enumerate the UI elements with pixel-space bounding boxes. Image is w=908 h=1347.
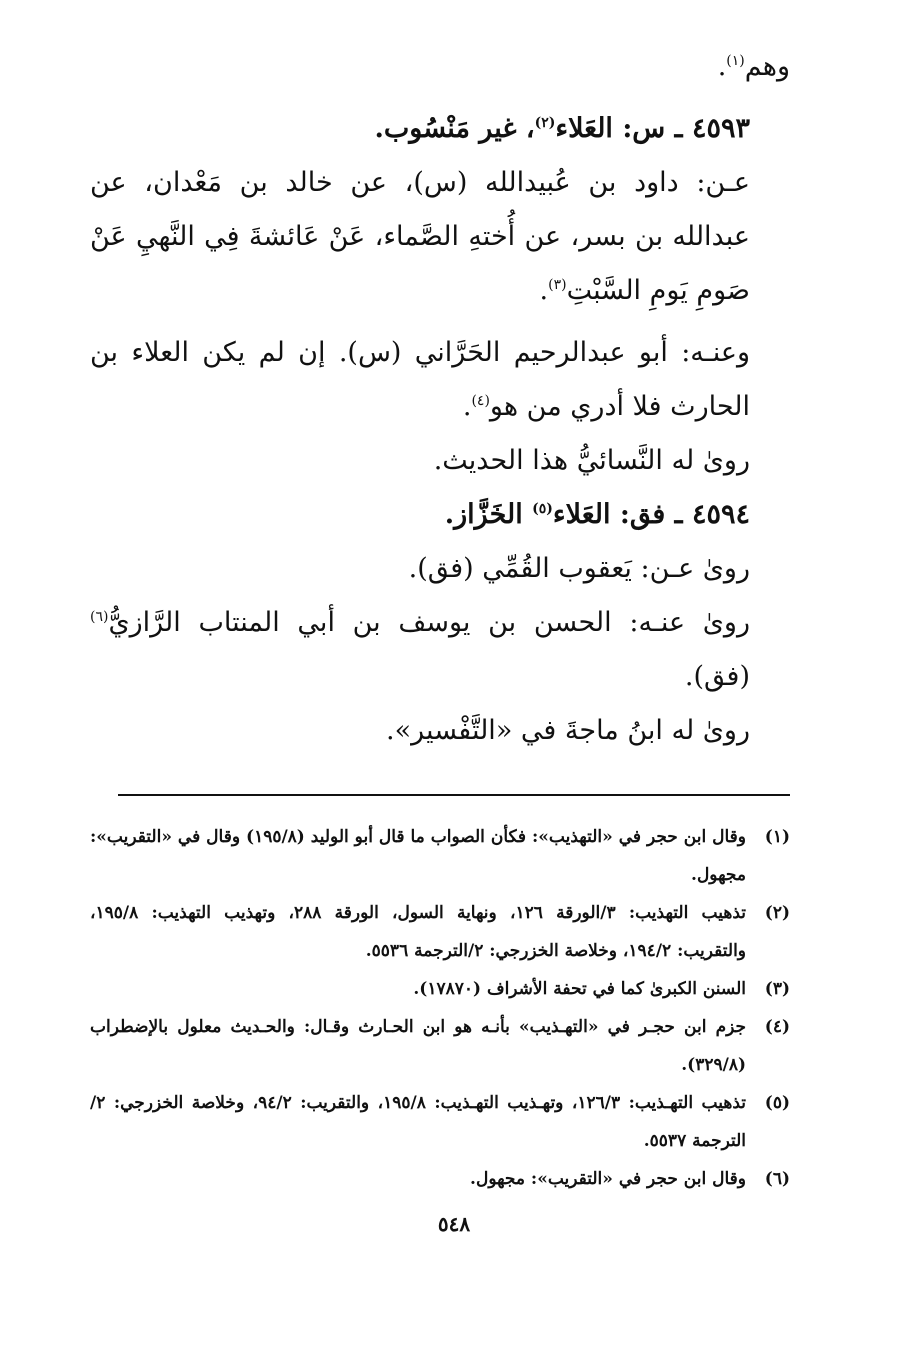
footnote-4 <box>90 1008 790 1084</box>
entry-4594-narrators: روىٰ عنـه: الحسن بن يوسف بن أبي المنتاب الرَّازيُّ$^{(٦)}$ (فق). <box>90 607 750 692</box>
entry-4593-heading: ٤٥٩٣ ـ س: العَلاء$^{(٢)}$، غير مَنْسُوب. <box>374 113 750 144</box>
footnote-5 <box>90 1084 790 1160</box>
page-number: ٥٤٨ <box>437 1212 471 1236</box>
footnote-number: (٦) <box>764 1169 790 1189</box>
footnote-number: (٣) <box>764 979 790 999</box>
footnotes <box>90 818 790 1198</box>
footnote-divider <box>118 794 790 796</box>
entry-4593-narrators: وعنـه: أبو عبدالرحيم الحَرَّاني (س). إن لم يكن العلاء بن الحارث فلا أدري من هو$^{(٤)}$. <box>90 337 750 422</box>
entry-4594-narrated-by: روىٰ له ابنُ ماجةَ في «التَّفْسير». <box>386 715 750 746</box>
footnote-ref: (٢) <box>534 115 556 131</box>
entry-4594-heading: ٤٥٩٤ ـ فق: العَلاء$^{(٥)}$ الخَزَّاز. <box>444 499 750 530</box>
footnote-ref: (١) <box>726 53 745 69</box>
footnote-ref: (٥) <box>532 501 553 517</box>
footnote-number: (٥) <box>764 1093 790 1113</box>
entry-4594-from: روىٰ عـن: يَعقوب القُمِّي (فق). <box>408 553 750 584</box>
text-line-1: وهم$^{(١)}$. <box>717 51 790 82</box>
footnote-6 <box>90 1160 790 1198</box>
footnote-number: (٤) <box>764 1017 790 1037</box>
footnote-ref: (٣) <box>548 277 567 293</box>
footnote-text: تذهيب التهـذيب: ١٢٦/٣، وتهـذيب التهـذيب: ١٩٥/٨، والتقريب: ٩٤/٢، وخلاصة الخزرجي: ٢/الترجمة ٥٥٣٧. <box>90 1093 746 1151</box>
footnote-ref: (٦) <box>90 609 109 625</box>
footnote-3 <box>90 970 790 1008</box>
main-text <box>90 40 790 758</box>
footnote-1 <box>90 818 790 894</box>
entry-4593-narrated-by: روىٰ له النَّسائيُّ هذا الحديث. <box>433 445 750 476</box>
footnote-2 <box>90 894 790 970</box>
footnote-number: (١) <box>764 827 790 847</box>
footnote-text: جزم ابن حجـر في «التهـذيب» بأنـه هو ابن الحـارث وقـال: والحـديث معلول بالإضطراب (٣٢٩/٨). <box>90 1017 746 1075</box>
footnote-text: تذهيب التهذيب: ٣/الورقة ١٢٦، ونهاية السول، الورقة ٢٨٨، وتهذيب التهذيب: ١٩٥/٨، والتقريب: ١٩٤/٢، وخلاصة الخزرجي: ٢/الترجمة ٥٥٣٦. <box>90 903 746 961</box>
footnote-text: السنن الكبرىٰ كما في تحفة الأشراف (١٧٨٧٠). <box>413 979 746 999</box>
footnote-number: (٢) <box>764 903 790 923</box>
footnote-text: وقال ابن حجر في «التقريب»: مجهول. <box>470 1169 746 1189</box>
footnote-text: وقال ابن حجر في «التهذيب»: فكأن الصواب ما قال أبو الوليد (١٩٥/٨) وقال في «التقريب»: مجهول. <box>90 827 746 885</box>
entry-4593-from: عـن: داود بن عُبيدالله (س)، عن خالد بن مَعْدان، عن عبدالله بن بسر، عن أُختهِ الصَّماء، عَنْ عَائشةَ فِي النَّهيِ عَنْ صَومِ يَومِ السَّبْتِ$^{(٣)}$. <box>90 167 750 306</box>
footnote-ref: (٤) <box>471 393 490 409</box>
